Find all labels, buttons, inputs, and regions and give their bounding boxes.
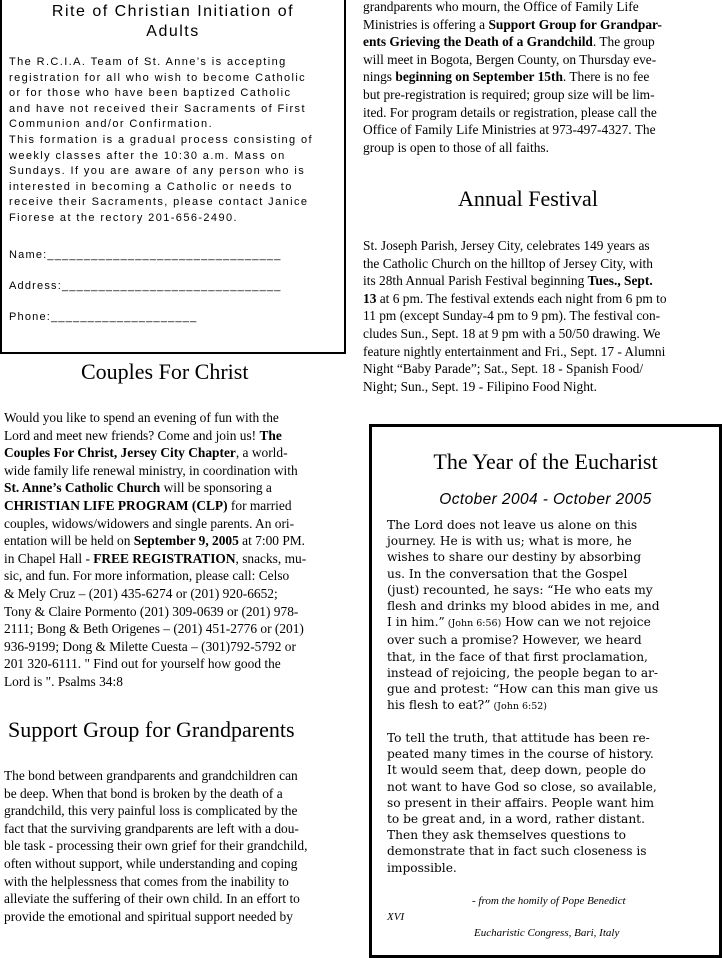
- rcia-title-line: Adults: [146, 23, 200, 40]
- festival-body: [363, 237, 715, 395]
- text-line: 201 320-6111. " Find out for yourself how good the: [4, 656, 281, 672]
- text-line: the Catholic Church on the hilltop of Jersey City, with: [363, 255, 653, 271]
- text-line: ited. For program details or registration, please call the: [363, 104, 657, 120]
- eucharist-attribution: - from the homily of Pope Benedict: [472, 895, 626, 907]
- text-line: receive their Sacraments, please contact Janice: [9, 196, 309, 209]
- text-line: wishes to share our destiny by absorbing: [387, 550, 642, 565]
- festival-heading: Annual Festival: [458, 186, 598, 211]
- text-line: Couples For Christ, Jersey City Chapter, a world-: [4, 445, 288, 461]
- support-heading: Support Group for Grandparents: [8, 717, 295, 742]
- text-line: Ministries is offering a Support Group for Grandpar-: [363, 16, 662, 32]
- text-line: entation will be held on September 9, 2005 at 7:00 PM.: [4, 533, 306, 549]
- text-line: weekly classes after the 10:30 a.m. Mass on: [9, 149, 286, 162]
- eucharist-attribution-event: Eucharistic Congress, Bari, Italy: [474, 927, 620, 939]
- eucharist-attribution: XVI: [387, 911, 405, 923]
- text-line: its 28th Annual Parish Festival beginning Tues., Sept.: [363, 273, 653, 289]
- text-line: The bond between grandparents and grandchildren can: [4, 768, 298, 783]
- text-line: 2111; Bong & Beth Origenes – (201) 451-2776 or (201): [4, 621, 304, 637]
- rcia-para1: [9, 55, 341, 133]
- text-line: Night; Sun., Sept. 19 - Filipino Food Night.: [363, 378, 597, 394]
- text-line: registration for all who wish to become Catholic: [9, 71, 307, 84]
- text-line: to be great and, in a word, rather distant.: [387, 812, 645, 827]
- text-line: nings beginning on September 15th. There is no fee: [363, 69, 650, 85]
- rcia-title: [0, 2, 346, 42]
- eucharist-subtitle: October 2004 - October 2005: [439, 491, 652, 508]
- text-line: The R.C.I.A. Team of St. Anne’s is accepting: [9, 56, 287, 68]
- text-line: CHRISTIAN LIFE PROGRAM (CLP) for married: [4, 497, 292, 513]
- text-line: demonstrate that in fact such closeness is: [387, 844, 647, 859]
- support-body: [4, 767, 356, 925]
- text-line: fact that the surviving grandparents are left with a dou-: [4, 820, 299, 836]
- text-line: us. In the conversation that the Gospel: [387, 566, 628, 581]
- text-line: 11 pm (except Sunday-4 pm to 9 pm). The festival con-: [363, 308, 661, 324]
- text-line: peated many times in the course of history.: [387, 747, 654, 762]
- text-line: & Mely Cruz – (201) 435-6274 or (201) 920-6652;: [4, 585, 278, 601]
- text-line: over such a promise? However, we heard: [387, 633, 642, 648]
- text-line: To tell the truth, that attitude has been re-: [387, 731, 650, 745]
- text-line: Would you like to spend an evening of fun with the: [4, 410, 279, 425]
- text-line: Lord and meet new friends? Come and join us! The: [4, 427, 282, 443]
- text-line: and have not received their Sacraments of First: [9, 102, 306, 115]
- text-line: 936-9199; Dong & Milette Cuesta – (301)792-5792 or: [4, 638, 296, 654]
- name-field[interactable]: Name:________________________________: [9, 249, 282, 261]
- text-line: Then they ask themselves questions to: [387, 828, 626, 843]
- text-line: The Lord does not leave us alone on this: [387, 518, 638, 532]
- phone-field[interactable]: Phone:____________________: [9, 311, 198, 323]
- grandparents-continued: [363, 0, 715, 156]
- text-line: gue and protest: “How can this man give us: [387, 682, 659, 697]
- text-line: grandchild, this very painful loss is complicated by the: [4, 803, 298, 819]
- rcia-para2: [9, 133, 341, 227]
- text-line: couples, widows/widowers and single parents. An ori-: [4, 515, 295, 531]
- text-line: but pre-registration is required; group size will be lim-: [363, 86, 655, 102]
- address-field[interactable]: Address:______________________________: [9, 280, 282, 292]
- text-line: alleviate the suffering of their own child. In an effort to: [4, 891, 300, 907]
- text-line: (just) recounted, he says: “He who eats my: [387, 582, 653, 597]
- text-line: Fiorese at the rectory 201-656-2490.: [9, 211, 238, 224]
- text-line: This formation is a gradual process consisting of: [9, 133, 313, 146]
- text-line: flesh and drinks my blood abides in me, and: [387, 599, 660, 614]
- text-line: St. Anne’s Catholic Church will be sponsoring a: [4, 480, 272, 496]
- text-line: Lord is ". Psalms 34:8: [4, 673, 123, 689]
- text-line: be deep. When that bond is broken by the death of a: [4, 785, 283, 801]
- text-line: journey. He is with us; what is more, he: [387, 534, 632, 549]
- text-line: with the helplessness that comes from the inability to: [4, 873, 289, 889]
- text-line: St. Joseph Parish, Jersey City, celebrates 149 years as: [363, 238, 650, 253]
- text-line: provide the emotional and spiritual support needed by: [4, 908, 293, 924]
- text-line: Night “Baby Parade”; Sat., Sept. 18 - Spanish Food/: [363, 361, 644, 377]
- eucharist-para2: [387, 730, 715, 876]
- text-line: grandparents who mourn, the Office of Family Life: [363, 0, 639, 14]
- rcia-title-line: Rite of Christian Initiation of: [51, 3, 295, 20]
- text-line: or for those who have been baptized Catholic: [9, 87, 292, 100]
- couples-body: [4, 409, 356, 691]
- text-line: wide family life renewal ministry, in coordination with: [4, 462, 298, 478]
- text-line: that, in the face of that first proclamation,: [387, 649, 648, 664]
- text-line: 13 at 6 pm. The festival extends each night from 6 pm to: [363, 290, 667, 306]
- text-line: Communion and/or Confirmation.: [9, 118, 214, 131]
- text-line: feature nightly entertainment and Fri., Sept. 17 - Alumni: [363, 343, 666, 359]
- text-line: often without support, while understanding and coping: [4, 855, 298, 871]
- text-line: ble task - processing their own grief for their grandchild,: [4, 838, 308, 854]
- text-line: will meet in Bogota, Bergen County, on Thursday eve-: [363, 51, 657, 67]
- text-line: cludes Sun., Sept. 18 at 9 pm with a 50/50 drawing. We: [363, 325, 661, 341]
- text-line: ents Grieving the Death of a Grandchild. The group: [363, 34, 655, 50]
- eucharist-title: The Year of the Eucharist: [433, 449, 658, 474]
- rcia-body: [9, 55, 341, 227]
- text-line: interested in becoming a Catholic or needs to: [9, 180, 293, 193]
- text-line: I in him.” (John 6:56) How can we not rejoice: [387, 615, 651, 630]
- text-line: impossible.: [387, 860, 457, 875]
- text-line: sic, and fun. For more information, please call: Celso: [4, 568, 290, 584]
- eucharist-para1: [387, 517, 715, 715]
- text-line: instead of rejoicing, the people began to ar-: [387, 665, 659, 680]
- text-line: Sundays. If you are aware of any person who is: [9, 165, 306, 178]
- couples-heading: Couples For Christ: [81, 359, 249, 384]
- text-line: not want to have God so close, so available,: [387, 779, 657, 794]
- text-line: It would seem that, deep down, people do: [387, 763, 646, 778]
- text-line: in Chapel Hall - FREE REGISTRATION, snacks, mu-: [4, 550, 307, 566]
- text-line: his flesh to eat?” (John 6:52): [387, 698, 548, 713]
- text-line: group is open to those of all faiths.: [363, 139, 549, 155]
- text-line: Tony & Claire Pormento (201) 309-0639 or (201) 978-: [4, 603, 299, 619]
- text-line: so present in their affairs. People want him: [387, 795, 655, 810]
- text-line: Office of Family Life Ministries at 973-497-4327. The: [363, 122, 656, 138]
